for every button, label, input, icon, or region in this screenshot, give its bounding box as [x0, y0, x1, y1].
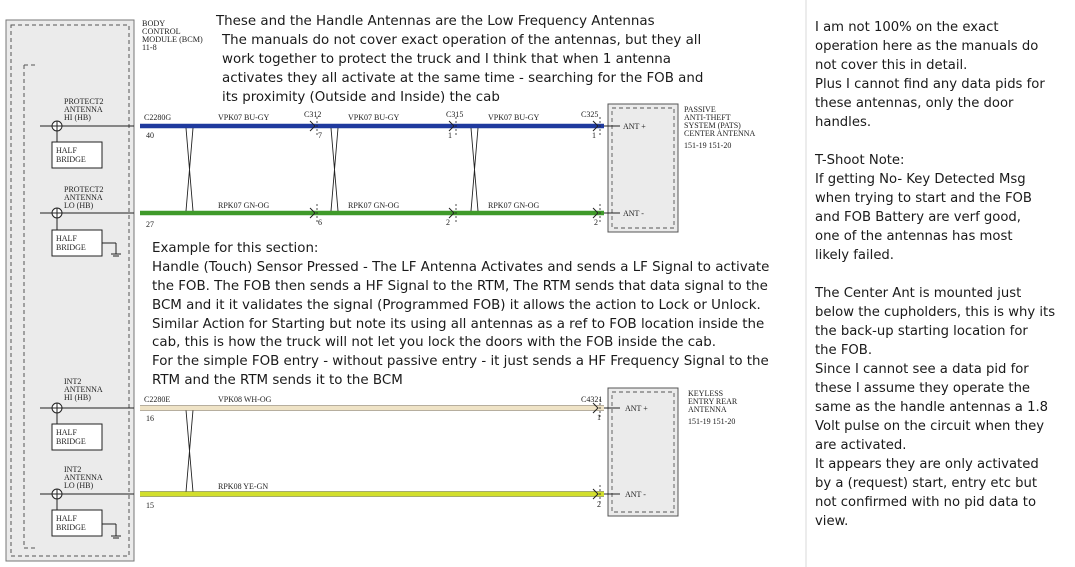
example-note-line: Example for this section:: [152, 241, 319, 256]
wire-rear-hi: [140, 395, 604, 423]
connector-pin: 7: [318, 131, 322, 140]
rear-name-line: KEYLESS: [688, 389, 724, 398]
bcm-name-line-4: 11-8: [142, 43, 157, 52]
side-note-line: If getting No- Key Detected Msg: [815, 172, 1026, 187]
antenna-label-line: ANTENNA: [64, 473, 103, 482]
pats-pin-label: ANT -: [623, 209, 644, 218]
side-note-line: are activated.: [815, 438, 907, 453]
side-note-line: below the cupholders, this is why its: [815, 305, 1056, 320]
antenna-label-line: PROTECT2: [64, 185, 104, 194]
pats-pin-label: ANT +: [623, 122, 646, 131]
side-note-line: when trying to start and the FOB: [815, 191, 1032, 206]
pats-center-antenna-module: [604, 104, 756, 232]
rear-pin-label: ANT -: [625, 490, 646, 499]
side-note-line: The Center Ant is mounted just: [815, 286, 1022, 301]
pats-name-line: ANTI-THEFT: [684, 113, 731, 122]
example-note-line: For the simple FOB entry - without passive entry - it just sends a HF Frequency Signal to the: [152, 354, 769, 370]
wire-label: RPK08 YE-GN: [218, 482, 269, 491]
side-note-line: not cover this in detail.: [815, 58, 968, 73]
half-bridge-label: HALF: [56, 234, 77, 243]
wire-label: VPK07 BU-GY: [488, 113, 540, 122]
side-note-line: T-Shoot Note:: [815, 153, 905, 168]
connector-name: C315: [446, 110, 464, 119]
side-note-line: [815, 265, 1055, 284]
pats-ref: 151-19 151-20: [684, 141, 732, 150]
antenna-label-line: HI (HB): [64, 113, 91, 122]
wire-pats-hi: [140, 113, 604, 140]
connector-name: C325: [581, 110, 599, 119]
side-notes: [815, 18, 1055, 531]
side-note-line: [815, 132, 1055, 151]
side-note-line: Volt pulse on the circuit when they: [815, 419, 1045, 434]
side-note-line: not confirmed with no pid data to: [815, 495, 1037, 510]
bcm-name-line-1: BODY: [142, 19, 166, 28]
side-note-line: these I assume they operate the: [815, 381, 1031, 396]
top-note-line: its proximity (Outside and Inside) the cab: [222, 89, 500, 105]
antenna-label-line: INT2: [64, 465, 82, 474]
example-note-line: RTM and the RTM sends it to the BCM: [152, 373, 403, 389]
side-note-line: the FOB.: [815, 343, 873, 358]
bcm-name: [142, 19, 203, 52]
side-note-line: these antennas, only the door: [815, 96, 1014, 111]
half-bridge-label: HALF: [56, 146, 77, 155]
side-note-line: likely failed.: [815, 248, 894, 263]
keyless-entry-rear-antenna-module: [604, 388, 738, 516]
pats-name-line: CENTER ANTENNA: [684, 129, 756, 138]
rear-name-line: ENTRY REAR: [688, 397, 738, 406]
example-note-line: the FOB. The FOB then sends a HF Signal to the RTM, The RTM sends that data signal to the: [152, 278, 768, 294]
bcm-pin-label: 27: [146, 220, 154, 229]
top-note-line: work together to protect the truck and I think that when 1 antenna: [222, 51, 672, 67]
half-bridge-label: HALF: [56, 428, 77, 437]
wire-label: RPK07 GN-OG: [348, 201, 400, 210]
side-note-line: It appears they are only activated: [815, 457, 1039, 472]
bcm-pin-label: 40: [146, 131, 154, 140]
antenna-label-line: INT2: [64, 377, 82, 386]
wire-pats-lo: [140, 201, 604, 229]
bcm-pin-label: 16: [146, 414, 154, 423]
wire-label: RPK07 GN-OG: [488, 201, 540, 210]
side-note-line: by a (request) start, entry etc but: [815, 476, 1038, 491]
connector-pin: 6: [318, 218, 322, 227]
antenna-label-line: HI (HB): [64, 393, 91, 402]
antenna-label-line: ANTENNA: [64, 193, 103, 202]
wire-rear-lo: [140, 482, 604, 510]
half-bridge-label: BRIDGE: [56, 243, 86, 252]
top-note-line: The manuals do not cover exact operation of the antennas, but they all: [222, 32, 702, 48]
pats-name-line: SYSTEM (PATS): [684, 121, 741, 130]
bcm-connector-label: C2280G: [144, 113, 172, 122]
connector-pin: 2: [594, 218, 598, 227]
side-note-line: Since I cannot see a data pid for: [815, 362, 1029, 377]
example-note-line: Similar Action for Starting but note its using all antennas as a ref to FOB location inside the: [152, 316, 765, 332]
connector-pin: 2: [446, 218, 450, 227]
example-notes: [152, 240, 769, 391]
bcm-pin-label: 15: [146, 501, 154, 510]
antenna-label-line: ANTENNA: [64, 105, 103, 114]
side-note-line: operation here as the manuals do: [815, 39, 1039, 54]
wire-label: VPK07 BU-GY: [218, 113, 270, 122]
antenna-label-line: LO (HB): [64, 481, 94, 490]
wire-label: VPK08 WH-OG: [218, 395, 272, 404]
bcm-connector-label: C2280E: [144, 395, 171, 404]
side-note-line: Plus I cannot find any data pids for: [815, 77, 1045, 92]
rear-ref: 151-19 151-20: [688, 417, 736, 426]
side-note-line: the back-up starting location for: [815, 324, 1028, 339]
half-bridge-label: BRIDGE: [56, 155, 86, 164]
half-bridge-label: BRIDGE: [56, 523, 86, 532]
side-note-line: I am not 100% on the exact: [815, 20, 999, 35]
wire-label: RPK07 GN-OG: [218, 201, 270, 210]
connector-pin: 1: [448, 131, 452, 140]
side-note-line: one of the antennas has most: [815, 229, 1013, 244]
half-bridge-label: BRIDGE: [56, 437, 86, 446]
example-note-line: BCM and it it validates the signal (Programmed FOB) it allows the action to Lock or Unlock.: [152, 297, 761, 313]
end-pin-label: 2: [597, 500, 601, 509]
connector-pin: 1: [592, 131, 596, 140]
pats-name-line: PASSIVE: [684, 105, 716, 114]
end-pin-label: 1: [597, 413, 601, 422]
side-note-line: and FOB Battery are verf good,: [815, 210, 1021, 225]
side-note-line: same as the handle antennas a 1.8: [815, 400, 1049, 415]
example-note-line: cab, this is how the truck will not let you lock the doors with the FOB inside the cab.: [152, 335, 717, 351]
example-note-line: Handle (Touch) Sensor Pressed - The LF Antenna Activates and sends a LF Signal to activate: [152, 259, 770, 275]
rear-pin-label: ANT +: [625, 404, 648, 413]
rear-name-line: ANTENNA: [688, 405, 727, 414]
half-bridge-label: HALF: [56, 514, 77, 523]
antenna-label-line: PROTECT2: [64, 97, 104, 106]
end-connector-label: C4321: [581, 395, 603, 404]
bcm-name-line-3: MODULE (BCM): [142, 35, 203, 44]
connector-name: C312: [304, 110, 322, 119]
antenna-label-line: LO (HB): [64, 201, 94, 210]
side-note-line: handles.: [815, 115, 872, 130]
top-note-line: These and the Handle Antennas are the Low Frequency Antennas: [216, 14, 655, 29]
wire-label: VPK07 BU-GY: [348, 113, 400, 122]
bcm-name-line-2: CONTROL: [142, 27, 181, 36]
side-note-line: view.: [815, 514, 849, 529]
top-notes: [216, 13, 703, 107]
antenna-label-line: ANTENNA: [64, 385, 103, 394]
top-note-line: activates they all activate at the same time - searching for the FOB and: [222, 70, 704, 86]
